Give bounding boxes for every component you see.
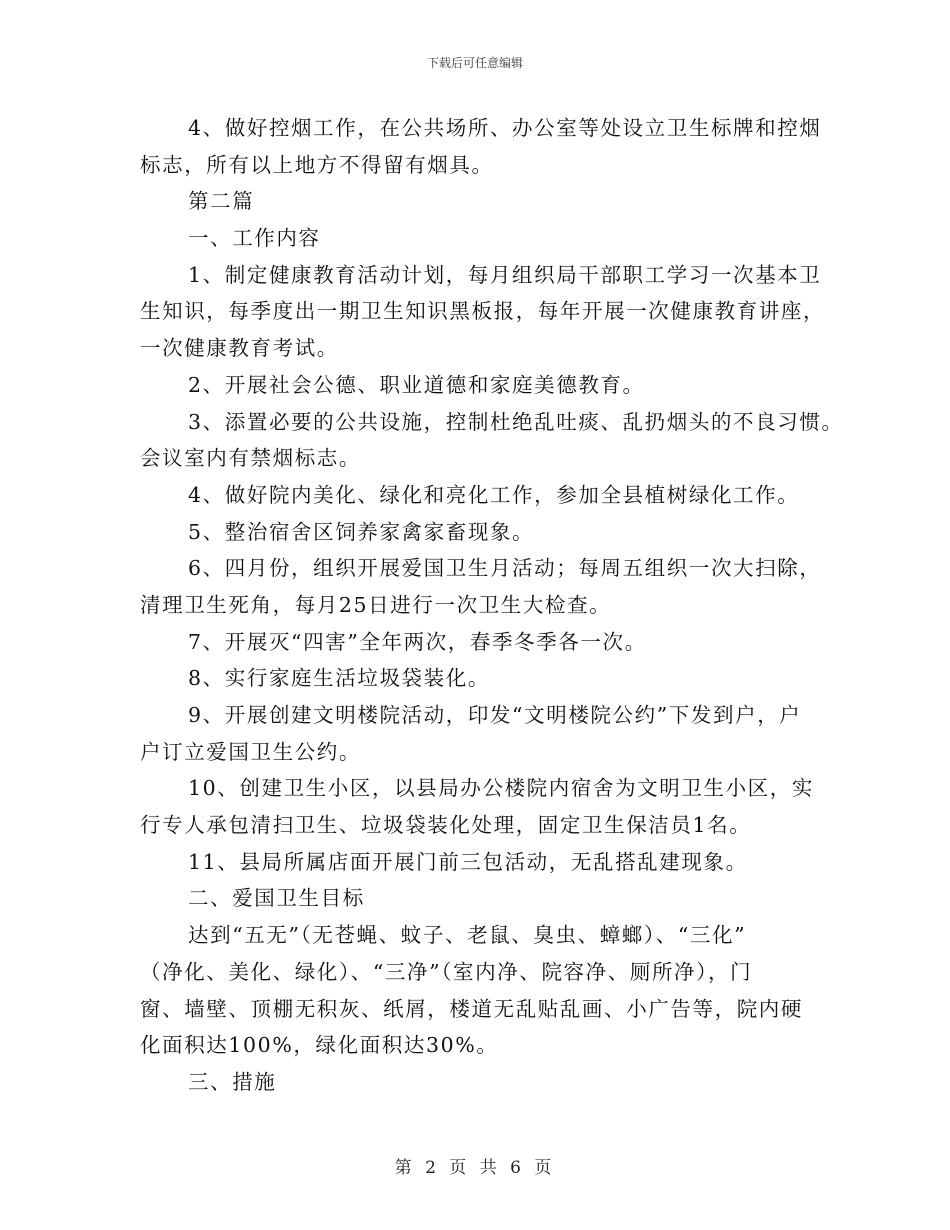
text-line: 4、做好控烟工作，在公共场所、办公室等处设立卫生标牌和控烟 <box>188 116 822 140</box>
text-line: 标志，所有以上地方不得留有烟具。 <box>140 152 494 177</box>
section-heading: 二、爱国卫生目标 <box>188 886 365 911</box>
text-line: 4、做好院内美化、绿化和亮化工作，参加全县植树绿化工作。 <box>188 482 800 507</box>
text-line: 化面积达100%，绿化面积达30%。 <box>140 1033 499 1058</box>
page-footer: 第 2 页 共 6 页 <box>394 1158 556 1178</box>
text-line: 户订立爱国卫生公约。 <box>140 739 361 764</box>
text-line: 11、县局所属店面开展门前三包活动，无乱搭乱建现象。 <box>188 849 748 874</box>
text-line: 达到“五无”（无苍蝇、蚊子、老鼠、臭虫、蟑螂）、“三化” <box>188 923 747 948</box>
text-line: 清理卫生死角，每月25日进行一次卫生大检查。 <box>140 592 612 617</box>
section-heading: 第二篇 <box>188 189 255 214</box>
section-heading: 一、工作内容 <box>188 226 321 251</box>
text-line: 7、开展灭“四害”全年两次，春季冬季各一次。 <box>188 629 647 654</box>
document-body <box>140 110 844 1101</box>
text-line: （净化、美化、绿化）、“三净”（室内净、院容净、厕所净），门 <box>140 959 753 984</box>
text-line: 6、四月份，组织开展爱国卫生月活动；每周五组织一次大扫除， <box>188 556 822 581</box>
text-line: 9、开展创建文明楼院活动，印发“文明楼院公约”下发到户，户 <box>188 703 802 727</box>
text-line: 5、整治宿舍区饲养家禽家畜现象。 <box>188 519 535 544</box>
text-line: 8、实行家庭生活垃圾袋装化。 <box>188 666 490 691</box>
text-line: 3、添置必要的公共设施，控制杜绝乱吐痰、乱扔烟头的不良习惯。 <box>188 409 844 434</box>
text-line: 10、创建卫生小区，以县局办公楼院内宿舍为文明卫生小区，实 <box>188 776 814 801</box>
text-line: 生知识，每季度出一期卫生知识黑板报，每年开展一次健康教育讲座， <box>140 299 826 324</box>
text-line: 窗、墙壁、顶棚无积灰、纸屑，楼道无乱贴乱画、小广告等，院内硬 <box>140 996 803 1021</box>
page-header: 下载后可任意编辑 <box>426 56 523 70</box>
text-line: 行专人承包清扫卫生、垃圾袋装化处理，固定卫生保洁员1名。 <box>140 813 752 838</box>
text-line: 2、开展社会公德、职业道德和家庭美德教育。 <box>188 372 645 397</box>
text-line: 1、制定健康教育活动计划，每月组织局干部职工学习一次基本卫 <box>188 262 822 287</box>
text-line: 一次健康教育考试。 <box>140 336 339 361</box>
text-line: 会议室内有禁烟标志。 <box>140 446 361 471</box>
section-heading: 三、措施 <box>188 1069 277 1094</box>
